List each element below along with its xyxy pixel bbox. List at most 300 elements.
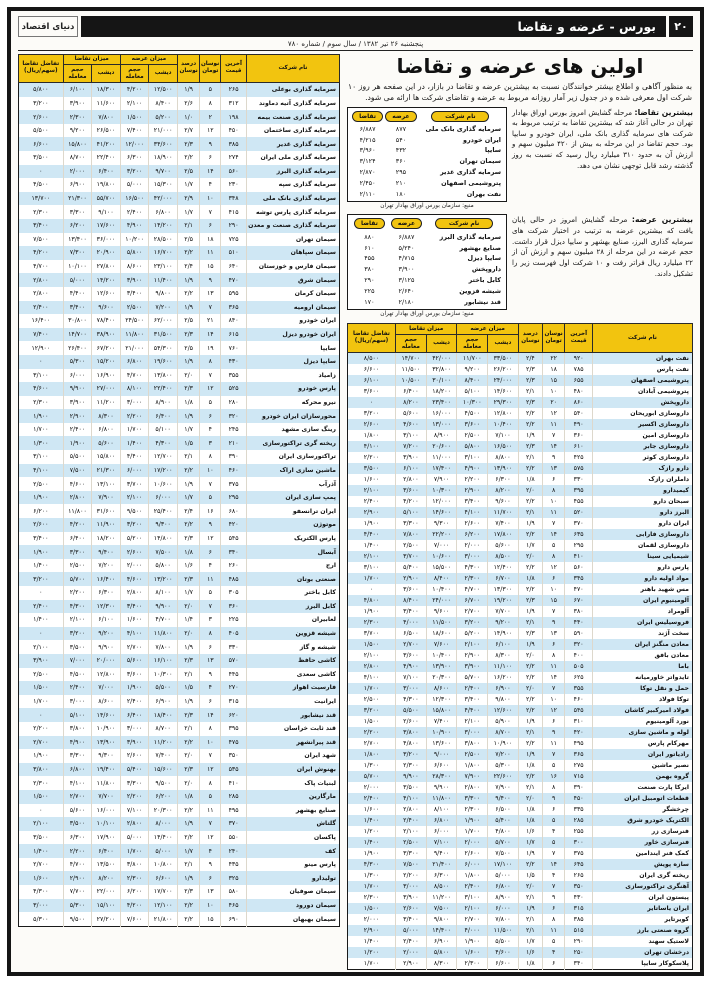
value-cell: ۱/۸ — [518, 760, 542, 771]
col-change: نوسان تومان — [542, 324, 564, 353]
company-name-cell: ارج — [325, 562, 336, 570]
value-cell: ۱۴/۴۰۰ — [426, 925, 457, 936]
value-cell: ۲/۸۰۰ — [120, 817, 149, 831]
value-cell: ۲/۵ — [177, 165, 199, 179]
value-cell: ۴ — [542, 826, 564, 837]
value-cell: ۸۷۷ — [395, 124, 407, 133]
value-cell: ۱/۹ — [177, 871, 199, 885]
top-demand-section — [347, 107, 693, 210]
value-cell: ۹/۲۰۰ — [63, 124, 92, 138]
value-cell: ۴۰۰ — [565, 650, 593, 661]
value-cell: ۱/۶۰۰ — [348, 474, 396, 485]
company-name-cell: کف — [246, 844, 339, 858]
value-cell: ۲/۲۰۰ — [120, 790, 149, 804]
value-cell: ۱/۴۰۰ — [19, 559, 64, 573]
top-supply-col-demand: تقاضا — [354, 218, 385, 229]
value-cell: ۲/۳۰۰ — [457, 804, 488, 815]
table-row — [348, 529, 693, 540]
value-cell: ۱۱/۵۰۰ — [426, 617, 457, 628]
value-cell: ۲/۳ — [518, 441, 542, 452]
table-row — [348, 430, 693, 441]
value-cell: ۱/۹ — [177, 477, 199, 491]
value-cell: ۳/۱۲۵ — [398, 275, 415, 284]
value-cell: ۱۳/۱۰۰ — [92, 477, 121, 491]
value-cell: ۸ — [542, 485, 564, 496]
value-cell: ۳/۵۰۰ — [63, 640, 92, 654]
value-cell: ۲/۴۰۰ — [63, 423, 92, 437]
company-name-cell: کاشی سعدی — [296, 670, 336, 678]
company-name-cell: صنایع بهشهر — [295, 806, 336, 814]
value-cell: ۲۲/۶۰۰ — [488, 771, 519, 782]
company-name-cell: کابل البرز — [246, 600, 339, 614]
table-row — [348, 903, 693, 914]
value-cell: ۸/۰۰۰ — [149, 817, 178, 831]
value-cell: ۱۱/۸۰۰ — [92, 776, 121, 790]
value-cell: ۶۷۰ — [565, 595, 593, 606]
table-row — [19, 205, 340, 219]
value-cell: ۱۵/۸۰۰ — [426, 705, 457, 716]
value-cell: ۲۵۵ — [565, 826, 593, 837]
value-cell: ۳۰۰ — [565, 837, 593, 848]
value-cell: ۲/۳ — [518, 397, 542, 408]
table-row — [351, 231, 503, 242]
value-cell: ۳/۱۰۰ — [348, 562, 396, 573]
value-cell: ۴/۷۰۰ — [149, 613, 178, 627]
table-row — [348, 650, 693, 661]
table-row — [19, 124, 340, 138]
value-cell: ۱۰/۳۰۰ — [457, 397, 488, 408]
value-cell: ۲/۸۰۰ — [63, 491, 92, 505]
value-cell: ۱۴ — [200, 708, 221, 722]
value-cell: ۱/۹ — [177, 83, 199, 97]
table-row — [351, 242, 503, 253]
table-row — [19, 708, 340, 722]
value-cell: ۴۲/۰۰۰ — [149, 192, 178, 206]
value-cell: ۳/۲۰۰ — [457, 617, 488, 628]
value-cell: ۲/۳ — [518, 375, 542, 386]
value-cell: ۲/۲ — [518, 661, 542, 672]
top-supply-frame — [347, 214, 507, 309]
company-name-cell: سایپا دیزل — [246, 355, 339, 369]
value-cell: ۱/۹۰۰ — [19, 545, 64, 559]
value-cell: ۶۲۰ — [221, 708, 247, 722]
value-cell: ۲/۱۰۰ — [457, 716, 488, 727]
value-cell: ۴/۸۰۰ — [395, 738, 426, 749]
value-cell: ۶ — [200, 640, 221, 654]
value-cell: ۳۶۰ — [565, 430, 593, 441]
company-name-cell: مس شهید باهنر — [640, 585, 689, 593]
value-cell: ۳۶۵ — [221, 301, 247, 315]
value-cell: ۲/۸۰۰ — [395, 474, 426, 485]
value-cell: ۱۱/۸۰۰ — [120, 328, 149, 342]
value-cell: ۸/۶۰۰ — [426, 683, 457, 694]
value-cell: ۲/۲ — [518, 738, 542, 749]
value-cell: ۶۷/۲۰۰ — [92, 341, 121, 355]
company-name-cell: سرمایه گذاری سپه — [278, 181, 336, 189]
value-cell: ۰ — [19, 627, 64, 641]
value-cell: ۳/۴۰۰ — [120, 287, 149, 301]
value-cell: ۱۲/۷۰۰ — [149, 450, 178, 464]
value-cell: ۱۶ — [542, 771, 564, 782]
value-cell: ۶/۰۰۰ — [120, 464, 149, 478]
value-cell: ۲/۵ — [177, 314, 199, 328]
value-cell: ۲/۶۰۰ — [395, 716, 426, 727]
value-cell: ۲/۹۰۰ — [348, 507, 396, 518]
value-cell: ۲/۰ — [177, 627, 199, 641]
value-cell: ۱۱/۵۰۰ — [395, 364, 426, 375]
value-cell: ۲۰ — [542, 397, 564, 408]
value-cell: ۲/۰ — [518, 485, 542, 496]
value-cell: ۱/۶۰۰ — [120, 613, 149, 627]
value-cell: ۲/۱۰۰ — [348, 650, 396, 661]
value-cell: ۳/۷۰۰ — [120, 477, 149, 491]
value-cell: ۲/۴ — [518, 352, 542, 364]
value-cell: ۳/۹۰۰ — [19, 654, 64, 668]
value-cell: ۱/۹ — [518, 639, 542, 650]
value-cell: ۷/۲۰۰ — [488, 749, 519, 760]
company-name-cell: کاشی حافظ — [246, 654, 339, 668]
value-cell: ۱/۴۰۰ — [348, 837, 396, 848]
value-cell: ۱/۷۰۰ — [457, 826, 488, 837]
value-cell: ۹/۹۰۰ — [63, 382, 92, 396]
value-cell: ۲/۹۰۰ — [457, 650, 488, 661]
value-cell: ۱۱/۸۰۰ — [149, 627, 178, 641]
value-cell: ۱۱ — [542, 419, 564, 430]
value-cell: ۲/۰۰۰ — [395, 947, 426, 958]
value-cell: ۲/۵۰۰ — [120, 301, 149, 315]
value-cell: ۵/۷۰۰ — [63, 572, 92, 586]
value-cell: ۲۳۰ — [221, 178, 247, 192]
value-cell: ۱۲/۱۰۰ — [149, 899, 178, 913]
value-cell: ۳/۹۶۰ — [359, 146, 376, 155]
value-cell: ۷ — [542, 848, 564, 859]
value-cell: ۱۱/۷۰۰ — [457, 352, 488, 364]
value-cell: ۴/۲۰۰ — [19, 246, 64, 260]
value-cell: ۲۹۵ — [565, 540, 593, 551]
value-cell: ۴/۲۰۰ — [120, 899, 149, 913]
value-cell: ۴۱/۲۰۰ — [92, 137, 121, 151]
value-cell: ۷/۶۰۰ — [426, 639, 457, 650]
company-name-cell: کویرتایر — [664, 915, 689, 923]
value-cell: ۱/۶۰۰ — [348, 804, 396, 815]
section-title-bar — [81, 16, 666, 37]
value-cell: ۴/۴۰۰ — [63, 287, 92, 301]
value-cell: ۲/۳۰۰ — [395, 760, 426, 771]
value-cell: ۹/۹۰۰ — [149, 600, 178, 614]
value-cell: ۱۰ — [200, 464, 221, 478]
value-cell: ۲/۲ — [177, 736, 199, 750]
value-cell: ۷ — [542, 683, 564, 694]
value-cell: ۳/۳۰۰ — [457, 793, 488, 804]
value-cell: ۱/۹۰۰ — [348, 848, 396, 859]
value-cell: ۵/۳۰۰ — [488, 760, 519, 771]
value-cell: ۲/۶۰۰ — [348, 419, 396, 430]
table-row — [19, 273, 340, 287]
value-cell: ۳/۶۰۰ — [457, 419, 488, 430]
value-cell: ۳/۶۰۰ — [120, 668, 149, 682]
value-cell: ۱/۸۰۰ — [457, 760, 488, 771]
value-cell: ۲/۲ — [518, 419, 542, 430]
value-cell: ۱۹ — [200, 341, 221, 355]
top-supply-paragraph — [512, 214, 693, 279]
value-cell: ۴/۵۰۰ — [63, 668, 92, 682]
value-cell: ۳۷۵ — [221, 477, 247, 491]
table-row — [348, 419, 693, 430]
value-cell: ۱۵ — [200, 912, 221, 926]
value-cell: ۲/۲ — [177, 804, 199, 818]
value-cell: ۱۳/۹۰۰ — [92, 736, 121, 750]
table-row — [348, 683, 693, 694]
value-cell: ۱۳ — [200, 287, 221, 301]
value-cell: ۲/۷۰۰ — [19, 858, 64, 872]
value-cell: ۴/۹۰۰ — [120, 219, 149, 233]
value-cell: ۸/۴۰۰ — [426, 573, 457, 584]
value-cell: ۱۰/۵۰۰ — [395, 375, 426, 386]
value-cell: ۳ — [200, 613, 221, 627]
value-cell: ۸/۳۰۰ — [488, 650, 519, 661]
value-cell: ۴۱۰ — [221, 776, 247, 790]
value-cell: ۱۳/۳۰۰ — [488, 584, 519, 595]
company-name-cell: مارگارین — [246, 790, 339, 804]
value-cell: ۲/۲ — [518, 859, 542, 870]
table-row — [348, 936, 693, 947]
company-name-cell: ایران یاساتایر — [592, 903, 692, 914]
value-cell: ۶۱۰ — [364, 243, 375, 252]
value-cell: ۴۵۵ — [565, 496, 593, 507]
value-cell: ۲۱۰ — [395, 178, 407, 187]
value-cell: ۲/۱ — [518, 892, 542, 903]
value-cell: ۱/۶۰۰ — [457, 947, 488, 958]
value-cell: ۹/۵۰۰ — [149, 776, 178, 790]
value-cell: ۲۸۵ — [221, 790, 247, 804]
value-cell: ۲۷/۲۰۰ — [92, 912, 121, 926]
value-cell: ۱/۸ — [518, 804, 542, 815]
value-cell: ۲/۲ — [177, 287, 199, 301]
value-cell: ۵/۰۰۰ — [120, 178, 149, 192]
value-cell: ۶/۸۸۷ — [398, 232, 415, 241]
value-cell: ۷ — [542, 430, 564, 441]
company-name-cell: فروسیلیس ایران — [592, 617, 692, 628]
value-cell: ۱۱/۰۰۰ — [426, 452, 457, 463]
value-cell: ۶ — [542, 573, 564, 584]
value-cell: ۲/۳ — [177, 532, 199, 546]
value-cell: ۸/۵۰۰ — [348, 352, 396, 364]
value-cell: ۵ — [542, 837, 564, 848]
value-cell: ۸ — [542, 650, 564, 661]
value-cell: ۷/۴۰۰ — [488, 518, 519, 529]
value-cell: ۶/۸۰۰ — [149, 205, 178, 219]
value-cell: ۱۰/۶۰۰ — [426, 551, 457, 562]
value-cell: ۱۲ — [200, 831, 221, 845]
value-cell: ۳۱/۶۰۰ — [92, 504, 121, 518]
value-cell: ۵/۲۰۰ — [149, 110, 178, 124]
value-cell: ۴/۰۰۰ — [457, 925, 488, 936]
value-cell: ۱۶/۱۰۰ — [149, 654, 178, 668]
value-cell: ۲/۲۰۰ — [457, 474, 488, 485]
value-cell: ۱۱/۵۰۰ — [488, 925, 519, 936]
company-name-cell: آذرآب — [318, 480, 336, 488]
value-cell: ۲۸/۵۰۰ — [149, 233, 178, 247]
value-cell: ۶/۶۰۰ — [426, 760, 457, 771]
company-name-cell: سرمایه گذاری صنعت و معدن — [246, 219, 339, 233]
value-cell: ۴/۵۰۰ — [457, 408, 488, 419]
value-cell: ۴۷۰ — [221, 273, 247, 287]
value-cell: ۲۰/۳۰۰ — [149, 804, 178, 818]
value-cell: ۲ — [200, 110, 221, 124]
col-change-pct: درصد نوسان — [518, 324, 542, 353]
value-cell: ۹/۵۰۰ — [63, 912, 92, 926]
value-cell: ۲۲ — [542, 352, 564, 364]
value-cell: ۵۲۰ — [565, 507, 593, 518]
value-cell: ۱۰/۱۰۰ — [63, 260, 92, 274]
value-cell: ۶ — [200, 151, 221, 165]
value-cell: ۵/۵۰۰ — [19, 124, 64, 138]
value-cell: ۸/۲۰۰ — [395, 397, 426, 408]
value-cell: ۴۳۰ — [221, 355, 247, 369]
table-row — [351, 296, 503, 307]
company-name-cell: نورد آلومینیوم — [645, 717, 689, 725]
value-cell: ۱/۲۰۰ — [348, 947, 396, 958]
value-cell: ۳۳۰ — [221, 640, 247, 654]
company-name-cell: سرمایه گذاری بانک ملی — [425, 124, 501, 133]
value-cell: ۱۱/۸۰۰ — [426, 793, 457, 804]
value-cell: ۱/۶ — [177, 559, 199, 573]
value-cell: ۲/۳۰۰ — [19, 205, 64, 219]
value-cell: ۱۲/۸۰۰ — [92, 668, 121, 682]
value-cell: ۱۱ — [542, 507, 564, 518]
value-cell: ۴/۱۰۰ — [19, 464, 64, 478]
table-row — [19, 627, 340, 641]
value-cell: ۲۰/۰۰۰ — [92, 654, 121, 668]
value-cell: ۲/۳ — [177, 654, 199, 668]
value-cell: ۴ — [542, 870, 564, 881]
value-cell: ۶/۴۰۰ — [63, 532, 92, 546]
value-cell: ۲۶/۲۰۰ — [488, 364, 519, 375]
value-cell: ۲۸۰ — [221, 396, 247, 410]
value-cell: ۲۴/۰۰۰ — [426, 595, 457, 606]
value-cell: ۲/۰۰۰ — [63, 165, 92, 179]
value-cell: ۶/۸۸۷ — [359, 124, 376, 133]
value-cell: ۰ — [19, 586, 64, 600]
value-cell: ۲/۴۰۰ — [457, 683, 488, 694]
table-row — [351, 167, 503, 178]
value-cell: ۵ — [542, 540, 564, 551]
value-cell: ۲/۶۰۰ — [457, 848, 488, 859]
company-name-cell: معادن بافق — [654, 651, 689, 659]
page-number: ۲۰ — [669, 16, 693, 37]
value-cell: ۲/۷۰۰ — [457, 606, 488, 617]
company-name-cell: البرز دارو — [592, 507, 692, 518]
table-row — [19, 776, 340, 790]
value-cell: ۹/۶۰۰ — [426, 606, 457, 617]
value-cell: ۲/۲ — [177, 831, 199, 845]
value-cell: ۹/۶۰۰ — [488, 496, 519, 507]
value-cell: ۴۲/۰۰۰ — [426, 352, 457, 364]
value-cell: ۴۴۵ — [221, 668, 247, 682]
value-cell: ۶/۷۰۰ — [457, 595, 488, 606]
value-cell: ۲/۷۰۰ — [63, 790, 92, 804]
value-cell: ۶ — [542, 474, 564, 485]
value-cell: ۲/۸۰۰ — [19, 273, 64, 287]
value-cell: ۳۲۰ — [221, 409, 247, 423]
value-cell: ۱/۷۰۰ — [120, 423, 149, 437]
value-cell: ۲/۳ — [518, 595, 542, 606]
table-row — [348, 672, 693, 683]
table-row — [19, 477, 340, 491]
value-cell: ۲/۱ — [518, 507, 542, 518]
table-row — [19, 260, 340, 274]
table-row — [348, 507, 693, 518]
value-cell: ۷/۴۰۰ — [149, 749, 178, 763]
value-cell: ۲/۱ — [518, 386, 542, 397]
value-cell: ۱۹/۲۰۰ — [488, 595, 519, 606]
table-row — [19, 640, 340, 654]
company-name-cell: داروسازی ابوریحان — [630, 409, 689, 417]
value-cell: ۲۶۵ — [221, 83, 247, 97]
value-cell: ۲/۳۰۰ — [19, 396, 64, 410]
value-cell: ۷ — [200, 205, 221, 219]
value-cell: ۷/۶۰۰ — [120, 912, 149, 926]
value-cell: ۵۸۰ — [221, 885, 247, 899]
value-cell: ۱۷۰ — [364, 297, 375, 306]
value-cell: ۱/۹ — [177, 355, 199, 369]
value-cell: ۵۶۰ — [221, 165, 247, 179]
value-cell: ۶/۲۰۰ — [149, 790, 178, 804]
value-cell: ۶/۲۰۰ — [120, 885, 149, 899]
col-demand-volume: حجم معامله — [63, 65, 92, 83]
value-cell: ۱/۸ — [177, 790, 199, 804]
value-cell: ۰ — [348, 397, 396, 408]
value-cell: ۷/۵۰۰ — [149, 545, 178, 559]
value-cell: ۳/۰۰۰ — [395, 683, 426, 694]
value-cell: ۴۷۵ — [221, 736, 247, 750]
section-title: بورس - عرضه و تقاضا — [517, 19, 656, 34]
value-cell: ۱۲ — [200, 124, 221, 138]
value-cell: ۴/۳۰۰ — [457, 562, 488, 573]
company-name-cell: محورسازان ایران خودرو — [246, 409, 339, 423]
value-cell: ۳/۹۰۰ — [120, 273, 149, 287]
value-cell: ۱۸/۴۰۰ — [149, 708, 178, 722]
value-cell: ۳۴/۶۰۰ — [149, 137, 178, 151]
value-cell: ۷ — [200, 600, 221, 614]
value-cell: ۲/۱۰۰ — [120, 491, 149, 505]
value-cell: ۱/۴ — [177, 613, 199, 627]
value-cell: ۹ — [200, 858, 221, 872]
page-title: اولین های عرضه و تقاضا — [396, 53, 644, 78]
value-cell: ۳/۶۰۰ — [395, 650, 426, 661]
value-cell: ۲۹/۳۰۰ — [488, 397, 519, 408]
company-name-cell: سایپا — [320, 344, 336, 352]
value-cell: ۱۶/۵۰۰ — [488, 441, 519, 452]
company-name-cell: ریخته گری تراکتورسازی — [246, 436, 339, 450]
value-cell: ۲۱/۳۰۰ — [63, 192, 92, 206]
company-name-cell: ایران خودرو دیزل — [246, 328, 339, 342]
table-row — [19, 668, 340, 682]
company-name-cell: داروپخش — [592, 397, 692, 408]
value-cell: ۸ — [200, 97, 221, 111]
value-cell: ۴ — [200, 844, 221, 858]
table-row — [348, 738, 693, 749]
value-cell: ۱۱ — [542, 738, 564, 749]
value-cell: ۲/۵۰۰ — [19, 668, 64, 682]
table-row — [19, 504, 340, 518]
company-name-cell: ایران خودرو — [299, 317, 336, 325]
company-name-cell: تراکتورسازی ایران — [278, 453, 336, 461]
intro-paragraph: به منظور آگاهی و اطلاع بیشتر خوانندگان نسبت به بیشترین عرضه و تقاضا در بازار، در این صفحه هر روز ۱۰ شرکت اول معرفی شده و در جدول زیر آمار روزانه مربوط به عرضه و تقاضای شرکت ها ارائه می شود. — [348, 81, 692, 102]
value-cell: ۷/۰۰۰ — [63, 654, 92, 668]
value-cell: ۲/۰۰۰ — [348, 914, 396, 925]
company-name-cell: شهد ایران — [304, 752, 336, 760]
